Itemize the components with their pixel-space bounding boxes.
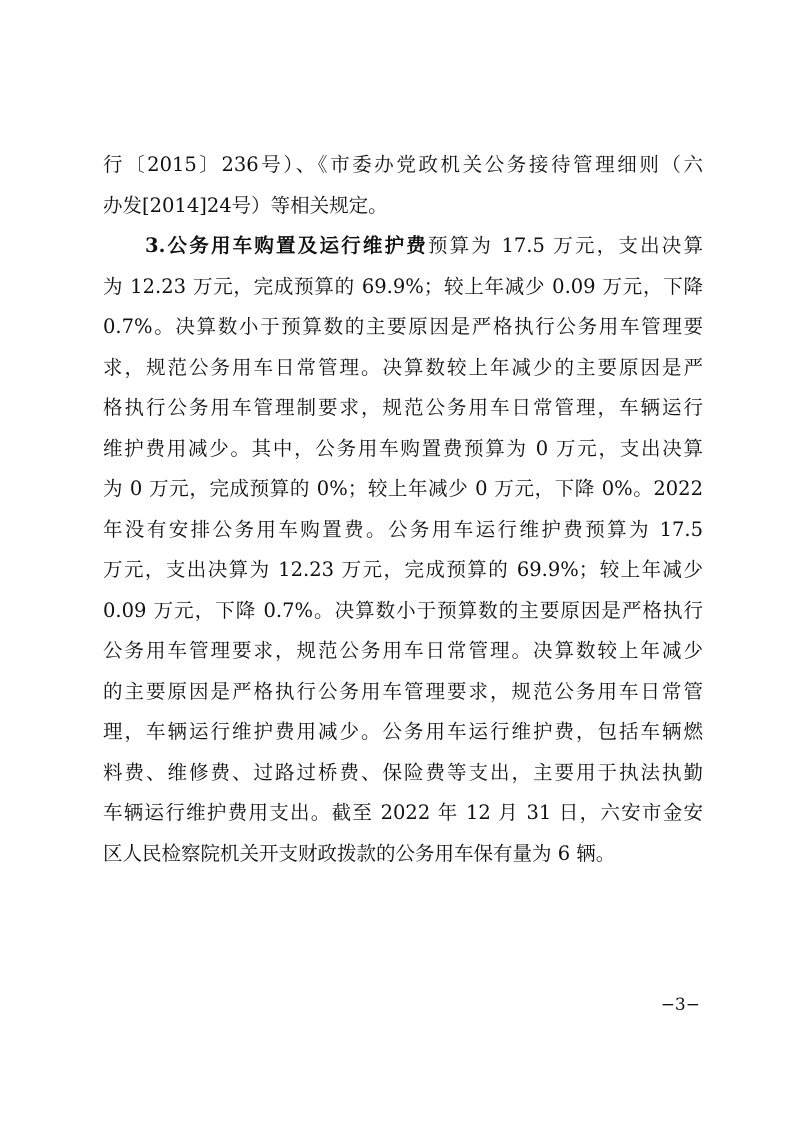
paragraph-line: 万元，支出决算为 12.23 万元，完成预算的 69.9%；较上年减少	[103, 558, 703, 581]
paragraph-line: 为 12.23 万元，完成预算的 69.9%；较上年减少 0.09 万元，下降	[103, 274, 703, 298]
paragraph-line-rest: 预算为 17.5 万元，支出决算	[427, 234, 703, 257]
body-text	[103, 145, 703, 874]
paragraph-line: 为 0 万元，完成预算的 0%；较上年减少 0 万元，下降 0%。2022	[103, 477, 703, 500]
paragraph-line: 车辆运行维护费用支出。截至 2022 年 12 月 31 日，六安市金安	[103, 801, 703, 824]
paragraph-line: 料费、维修费、过路过桥费、保险费等支出，主要用于执法执勤	[103, 760, 703, 784]
paragraph-line: 求，规范公务用车日常管理。决算数较上年减少的主要原因是严	[103, 355, 703, 379]
paragraph-line: 格执行公务用车管理制要求，规范公务用车日常管理，车辆运行	[103, 396, 703, 419]
paragraph-line: 公务用车管理要求，规范公务用车日常管理。决算数较上年减少	[103, 639, 703, 662]
paragraph-line: 理，车辆运行维护费用减少。公务用车运行维护费，包括车辆燃	[103, 720, 703, 743]
paragraph-line: 年没有安排公务用车购置费。公务用车运行维护费预算为 17.5	[103, 517, 703, 541]
section-heading: 3.公务用车购置及运行维护费	[145, 234, 428, 257]
paragraph-line: 行〔2015〕236号）、《市委办党政机关公务接待管理细则（六	[103, 153, 703, 176]
paragraph-line: 的主要原因是严格执行公务用车管理要求，规范公务用车日常管	[103, 679, 703, 703]
paragraph-line: 办发[2014]24号）等相关规定。	[103, 193, 388, 217]
paragraph-heading-line	[103, 226, 703, 267]
paragraph-line: 维护费用减少。其中，公务用车购置费预算为 0 万元，支出决算	[103, 436, 703, 460]
paragraph-line: 0.7%。决算数小于预算数的主要原因是严格执行公务用车管理要	[103, 315, 703, 338]
page-number: −3−	[660, 995, 700, 1015]
paragraph-line: 0.09 万元，下降 0.7%。决算数小于预算数的主要原因是严格执行	[103, 598, 703, 622]
paragraph-line: 区人民检察院机关开支财政拨款的公务用车保有量为 6 辆。	[103, 841, 616, 865]
